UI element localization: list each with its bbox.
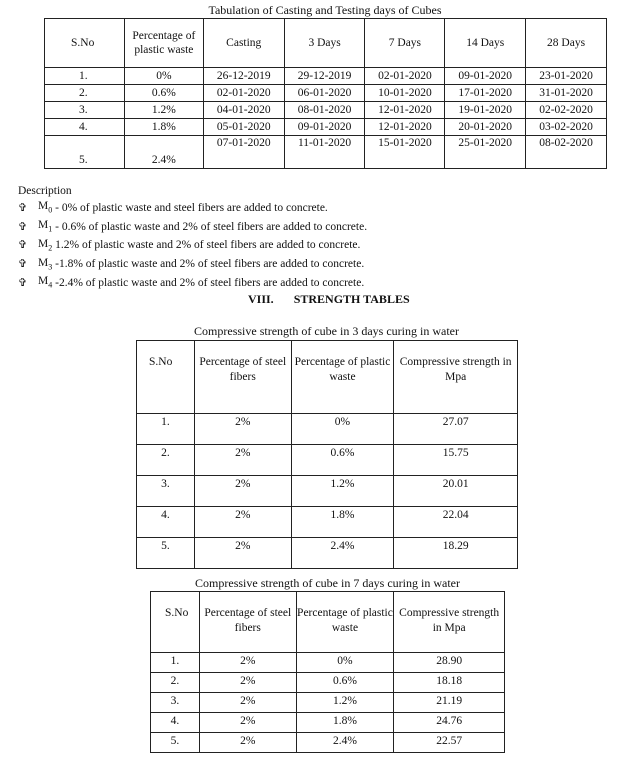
table-row xyxy=(151,673,505,693)
table-cell: 2% xyxy=(199,713,296,733)
section-heading xyxy=(248,292,410,307)
header-cell: 28 Days xyxy=(526,19,607,68)
table-cell: 09-01-2020 xyxy=(445,68,526,85)
header-cell: 14 Days xyxy=(445,19,526,68)
table-cell: 20.01 xyxy=(394,476,518,507)
table-row xyxy=(137,445,518,476)
table-cell: 3. xyxy=(151,693,200,713)
table-row xyxy=(137,507,518,538)
mix-subscript: 1 xyxy=(48,224,53,234)
description-text: - 0% of plastic waste and steel fibers are added to concrete. xyxy=(52,202,328,215)
table-cell: 18.18 xyxy=(394,673,505,693)
table-cell: 12-01-2020 xyxy=(365,119,445,136)
table-header-row xyxy=(45,19,607,68)
table-cell: 2% xyxy=(199,653,296,673)
table-cell: 1. xyxy=(151,653,200,673)
table-row xyxy=(137,476,518,507)
table-cell: 23-01-2020 xyxy=(526,68,607,85)
table-row xyxy=(137,414,518,445)
header-cell: Compressive strength in Mpa xyxy=(394,592,505,653)
table-cell: 03-02-2020 xyxy=(526,119,607,136)
header-cell: Percentage of plastic waste xyxy=(124,19,203,68)
table-cell: 1. xyxy=(137,414,195,445)
table-cell: 25-01-2020 xyxy=(445,136,526,169)
mix-code xyxy=(38,237,52,256)
table-cell: 19-01-2020 xyxy=(445,102,526,119)
table-cell: 0% xyxy=(124,68,203,85)
cross-bullet-icon: ✞ xyxy=(18,202,28,215)
table-cell: 1.8% xyxy=(124,119,203,136)
table-cell: 3. xyxy=(137,476,195,507)
table-cell: 07-01-2020 xyxy=(203,136,284,169)
table-cell: 12-01-2020 xyxy=(365,102,445,119)
table-cell: 1. xyxy=(45,68,125,85)
table-cell: 29-12-2019 xyxy=(284,68,365,85)
header-cell: S.No xyxy=(45,19,125,68)
table-cell: 0.6% xyxy=(296,673,394,693)
table-cell: 31-01-2020 xyxy=(526,85,607,102)
header-cell: Percentage of plastic waste xyxy=(291,341,394,414)
mix-letter: M xyxy=(38,219,49,232)
description-item xyxy=(18,237,367,256)
table-cell: 21.19 xyxy=(394,693,505,713)
table-row xyxy=(45,136,607,169)
table-cell: 1.2% xyxy=(124,102,203,119)
description-text: -1.8% of plastic waste and 2% of steel fibers are added to concrete. xyxy=(52,258,365,271)
strength-7day-title: Compressive strength of cube in 7 days curing in water xyxy=(195,576,460,590)
header-cell: Percentage of steel fibers xyxy=(194,341,291,414)
table-cell: 15-01-2020 xyxy=(365,136,445,169)
mix-code xyxy=(38,274,52,293)
table-cell: 2. xyxy=(151,673,200,693)
table-cell: 06-01-2020 xyxy=(284,85,365,102)
table-cell: 02-02-2020 xyxy=(526,102,607,119)
mix-subscript: 4 xyxy=(48,280,53,290)
description-item xyxy=(18,199,367,218)
header-cell: Casting xyxy=(203,19,284,68)
section-number: VIII. xyxy=(248,292,274,306)
table-cell: 1.2% xyxy=(296,693,394,713)
table-cell: 17-01-2020 xyxy=(445,85,526,102)
description-item xyxy=(18,218,367,237)
table-cell: 2.4% xyxy=(124,136,203,169)
mix-code xyxy=(38,218,52,237)
description-text: 1.2% of plastic waste and 2% of steel fibers are added to concrete. xyxy=(52,239,361,252)
table-row xyxy=(45,85,607,102)
header-cell: 7 Days xyxy=(365,19,445,68)
casting-table-title: Tabulation of Casting and Testing days of Cubes xyxy=(208,3,442,17)
table-cell: 2% xyxy=(194,445,291,476)
table-cell: 2.4% xyxy=(296,733,394,753)
description-item xyxy=(18,274,367,293)
cross-bullet-icon: ✞ xyxy=(18,239,28,252)
description-item xyxy=(18,256,367,275)
strength-3day-title: Compressive strength of cube in 3 days curing in water xyxy=(194,324,459,338)
description-text: - 0.6% of plastic waste and 2% of steel fibers are added to concrete. xyxy=(52,220,368,233)
table-row xyxy=(151,653,505,673)
mix-letter: M xyxy=(38,256,49,269)
table-row xyxy=(45,102,607,119)
table-cell: 02-01-2020 xyxy=(365,68,445,85)
header-cell: S.No xyxy=(151,592,200,653)
mix-letter: M xyxy=(38,237,49,250)
table-cell: 18.29 xyxy=(394,538,518,569)
cross-bullet-icon: ✞ xyxy=(18,258,28,271)
table-header-row xyxy=(151,592,505,653)
table-cell: 09-01-2020 xyxy=(284,119,365,136)
table-cell: 2% xyxy=(194,538,291,569)
table-row xyxy=(151,713,505,733)
mix-letter: M xyxy=(38,200,49,213)
mix-code xyxy=(38,256,52,275)
table-cell: 2.4% xyxy=(291,538,394,569)
table-cell: 5. xyxy=(151,733,200,753)
table-cell: 0% xyxy=(296,653,394,673)
table-cell: 2% xyxy=(199,693,296,713)
header-cell: 3 Days xyxy=(284,19,365,68)
table-cell: 08-02-2020 xyxy=(526,136,607,169)
strength-3day-table xyxy=(136,340,518,569)
table-cell: 4. xyxy=(137,507,195,538)
table-row xyxy=(45,68,607,85)
table-cell: 1.8% xyxy=(291,507,394,538)
table-cell: 24.76 xyxy=(394,713,505,733)
table-cell: 2% xyxy=(199,673,296,693)
table-cell: 5. xyxy=(45,136,125,169)
table-cell: 5. xyxy=(137,538,195,569)
table-cell: 0.6% xyxy=(124,85,203,102)
cross-bullet-icon: ✞ xyxy=(18,276,28,289)
table-header-row xyxy=(137,341,518,414)
strength-7day-table xyxy=(150,591,505,753)
table-cell: 2% xyxy=(194,476,291,507)
table-cell: 1.8% xyxy=(296,713,394,733)
table-cell: 26-12-2019 xyxy=(203,68,284,85)
table-cell: 3. xyxy=(45,102,125,119)
header-cell: Percentage of steel fibers xyxy=(199,592,296,653)
table-cell: 2. xyxy=(137,445,195,476)
table-cell: 15.75 xyxy=(394,445,518,476)
table-cell: 1.2% xyxy=(291,476,394,507)
table-cell: 4. xyxy=(45,119,125,136)
table-cell: 22.04 xyxy=(394,507,518,538)
table-cell: 10-01-2020 xyxy=(365,85,445,102)
cross-bullet-icon: ✞ xyxy=(18,220,28,233)
table-cell: 27.07 xyxy=(394,414,518,445)
header-cell: Percentage of plastic waste xyxy=(296,592,394,653)
table-cell: 4. xyxy=(151,713,200,733)
table-cell: 0.6% xyxy=(291,445,394,476)
table-cell: 0% xyxy=(291,414,394,445)
mix-subscript: 3 xyxy=(48,261,53,271)
section-title: STRENGTH TABLES xyxy=(293,292,410,306)
table-row xyxy=(151,733,505,753)
table-cell: 04-01-2020 xyxy=(203,102,284,119)
table-cell: 05-01-2020 xyxy=(203,119,284,136)
table-row xyxy=(45,119,607,136)
table-cell: 08-01-2020 xyxy=(284,102,365,119)
description-title: Description xyxy=(18,185,72,197)
mix-subscript: 0 xyxy=(48,205,53,215)
description-text: -2.4% of plastic waste and 2% of steel fibers are added to concrete. xyxy=(52,276,365,289)
header-cell: Compressive strength in Mpa xyxy=(394,341,518,414)
mix-code xyxy=(38,199,52,218)
table-cell: 2% xyxy=(199,733,296,753)
table-cell: 02-01-2020 xyxy=(203,85,284,102)
table-cell: 2. xyxy=(45,85,125,102)
table-cell: 2% xyxy=(194,507,291,538)
table-cell: 20-01-2020 xyxy=(445,119,526,136)
mix-subscript: 2 xyxy=(48,243,53,253)
table-cell: 2% xyxy=(194,414,291,445)
header-cell: S.No xyxy=(137,341,195,414)
table-row xyxy=(137,538,518,569)
casting-table xyxy=(44,18,607,169)
description-block xyxy=(18,184,367,293)
mix-letter: M xyxy=(38,275,49,288)
table-cell: 11-01-2020 xyxy=(284,136,365,169)
table-row xyxy=(151,693,505,713)
table-cell: 28.90 xyxy=(394,653,505,673)
table-cell: 22.57 xyxy=(394,733,505,753)
